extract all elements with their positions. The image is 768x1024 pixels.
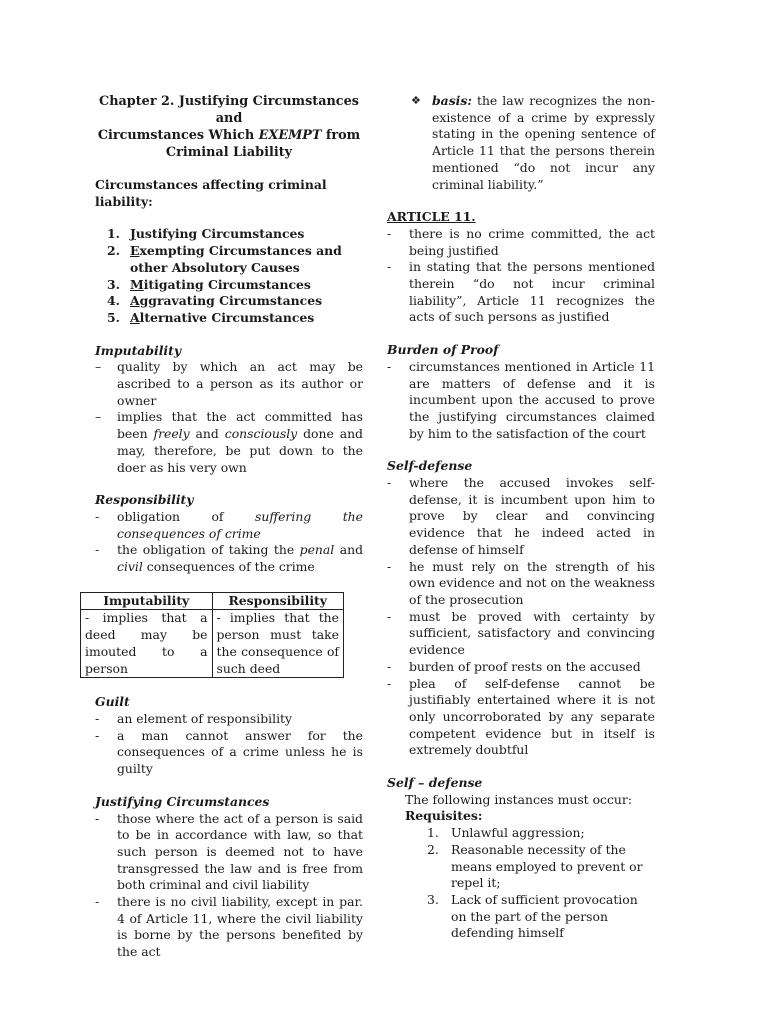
list-text: there is no civil liability, except in par. 4 of Article 11, where the civil liability is borne by the persons benefited by the act — [117, 894, 363, 960]
dash-marker: - — [95, 727, 100, 743]
list-item — [387, 359, 655, 443]
list-item — [95, 811, 363, 895]
list-text: quality by which an act may be ascribed to a person as its author or owner — [117, 359, 363, 408]
list-text: done and may, therefore, be put down to the doer as his very own — [117, 426, 363, 475]
table-header-row — [81, 592, 344, 610]
circumstances-list — [95, 226, 363, 326]
imputability-list — [95, 359, 363, 476]
list-text-emphasis: freely — [153, 426, 190, 442]
guilt-list — [95, 711, 363, 778]
table-row — [81, 610, 344, 678]
comparison-table — [80, 592, 344, 679]
dash-marker: - — [95, 508, 100, 524]
requisites-list — [415, 825, 655, 942]
list-item — [95, 277, 363, 294]
list-number: 2. — [107, 243, 120, 259]
article11-list — [387, 226, 655, 326]
article11-heading: ARTICLE 11. — [387, 209, 476, 225]
burden-list — [387, 359, 655, 443]
chapter-title-line1: Chapter 2. Justifying Circumstances and — [99, 94, 359, 126]
list-text: ggravating Circumstances — [139, 293, 323, 309]
list-text: those where the act of a person is said to be in accordance with law, so that such person is deemed not to have transgressed the law and is free from both criminal and civil liability — [117, 810, 363, 893]
list-text-emphasis: consciously — [224, 426, 298, 442]
dash-marker: - — [387, 675, 392, 691]
list-text: a man cannot answer for the consequences of a crime unless he is guilty — [117, 727, 363, 777]
guilt-heading: Guilt — [95, 694, 130, 710]
diamond-bullet-icon: ❖ — [411, 94, 421, 107]
list-item — [95, 542, 363, 575]
list-text: lternative Circumstances — [139, 309, 315, 325]
selfdefense-list — [387, 475, 655, 759]
list-number: 3. — [427, 891, 439, 907]
chapter-title-line2 — [95, 127, 363, 144]
list-text: and — [334, 542, 363, 558]
list-item — [387, 226, 655, 259]
table-cell: - implies that a deed may be imouted to a person — [81, 610, 213, 678]
list-initial: M — [130, 276, 144, 292]
list-text: consequences of the crime — [142, 559, 315, 575]
list-item — [387, 559, 655, 609]
chapter-title-line3: Criminal Liability — [165, 145, 293, 160]
list-text: xempting Circumstances and other Absolutory Causes — [130, 243, 342, 275]
burden-heading: Burden of Proof — [387, 342, 499, 358]
dash-marker: - — [387, 259, 392, 275]
dash-marker: – — [95, 359, 102, 375]
justifying-list — [95, 811, 363, 961]
list-item — [95, 226, 363, 243]
list-text-emphasis: civil — [117, 559, 143, 575]
list-text: obligation of — [117, 508, 255, 524]
selfdefense2-heading: Self – defense — [387, 775, 483, 791]
list-item — [387, 259, 655, 326]
dash-marker: - — [95, 894, 100, 910]
chapter-title-exempt: EXEMPT — [258, 128, 322, 143]
list-text: and — [189, 426, 225, 442]
responsibility-heading: Responsibility — [95, 492, 194, 508]
right-column — [387, 93, 655, 942]
dash-marker: - — [387, 558, 392, 574]
list-text: Unlawful aggression; — [451, 825, 585, 841]
list-item — [95, 243, 363, 276]
dash-marker: - — [95, 810, 100, 826]
list-item — [95, 711, 363, 728]
list-text: he must rely on the strength of his own evidence and not on the weakness of the prosecution — [409, 558, 655, 607]
list-text: an element of responsibility — [117, 710, 293, 726]
dash-marker: - — [387, 608, 392, 624]
list-item — [387, 609, 655, 659]
list-initial: A — [130, 309, 140, 325]
dash-marker: - — [387, 658, 392, 674]
imputability-heading: Imputability — [95, 342, 182, 358]
list-text: plea of self-defense cannot be justifiably entertained where it is not only uncorroborated by any separate competent evidence but in itself is extremely doubtful — [409, 675, 655, 758]
list-item — [387, 676, 655, 760]
list-text: the obligation of taking the — [117, 542, 300, 558]
basis-paragraph — [387, 93, 655, 193]
list-text: burden of proof rests on the accused — [409, 658, 641, 674]
list-initial: E — [130, 243, 140, 259]
list-initial: J — [130, 226, 136, 242]
list-text: implies that the act committed has been — [117, 409, 363, 442]
responsibility-list — [95, 509, 363, 576]
list-text-emphasis: suffering the consequences of crime — [117, 508, 363, 541]
list-item — [95, 728, 363, 778]
list-text: Lack of sufficient provocation on the part of the person defending himself — [451, 891, 638, 941]
list-text: circumstances mentioned in Article 11 are matters of defense and it is incumbent upon the accused to prove the justifying circumstances claimed by him to the satisfaction of the court — [409, 358, 655, 441]
chapter-title — [95, 93, 363, 161]
list-text: there is no crime committed, the act being justified — [409, 225, 655, 258]
list-item — [95, 509, 363, 542]
list-item — [95, 409, 363, 476]
justifying-heading: Justifying Circumstances — [95, 793, 270, 809]
list-text: itigating Circumstances — [143, 276, 311, 292]
list-item — [415, 842, 655, 892]
list-text-emphasis: penal — [299, 542, 335, 558]
list-number: 5. — [107, 309, 120, 325]
chapter-title-text: Circumstances Which — [97, 128, 259, 143]
left-column — [85, 93, 363, 961]
table-header-imputability: Imputability — [81, 592, 213, 610]
list-text: must be proved with certainty by sufficient, satisfactory and convincing evidence — [409, 608, 655, 658]
list-item — [95, 894, 363, 961]
list-number: 3. — [107, 276, 120, 292]
list-item — [387, 475, 655, 559]
dash-marker: - — [95, 542, 100, 558]
dash-marker: - — [95, 710, 100, 726]
list-item — [415, 825, 655, 842]
basis-text: the law recognizes the non-existence of a crime by expressly stating in the opening sentence of Article 11 that the persons therein mentioned “do not incur any criminal liability.” — [432, 93, 655, 192]
list-text: Reasonable necessity of the means employed to prevent or repel it; — [451, 841, 643, 891]
list-item — [415, 892, 655, 942]
dash-marker: - — [387, 225, 392, 241]
list-item — [387, 659, 655, 676]
selfdefense2-intro: The following instances must occur: — [405, 791, 633, 807]
list-item — [95, 359, 363, 409]
list-item — [95, 310, 363, 327]
list-text: where the accused invokes self-defense, it is incumbent upon him to prove by clear and convincing evidence that he indeed acted in defense of himself — [409, 475, 655, 557]
list-item — [95, 293, 363, 310]
list-text: ustifying Circumstances — [135, 226, 305, 242]
list-initial: A — [130, 293, 140, 309]
list-number: 1. — [427, 825, 439, 841]
list-number: 4. — [107, 293, 120, 309]
requisites-label: Requisites: — [405, 808, 483, 824]
list-number: 1. — [107, 226, 120, 242]
dash-marker: – — [95, 409, 102, 425]
list-text: in stating that the persons mentioned therein “do not incur criminal liability”, Article 11 recognizes the acts of such persons as justified — [409, 259, 655, 325]
basis-label: basis: — [432, 93, 472, 108]
list-number: 2. — [427, 841, 439, 857]
chapter-title-text: from — [321, 128, 361, 143]
dash-marker: - — [387, 358, 392, 374]
selfdefense-heading: Self-defense — [387, 458, 473, 474]
table-cell: - implies that the person must take the consequence of such deed — [212, 610, 344, 678]
table-header-responsibility: Responsibility — [212, 592, 344, 610]
dash-marker: - — [387, 475, 392, 491]
circumstances-heading: Circumstances affecting criminal liability: — [95, 177, 327, 209]
